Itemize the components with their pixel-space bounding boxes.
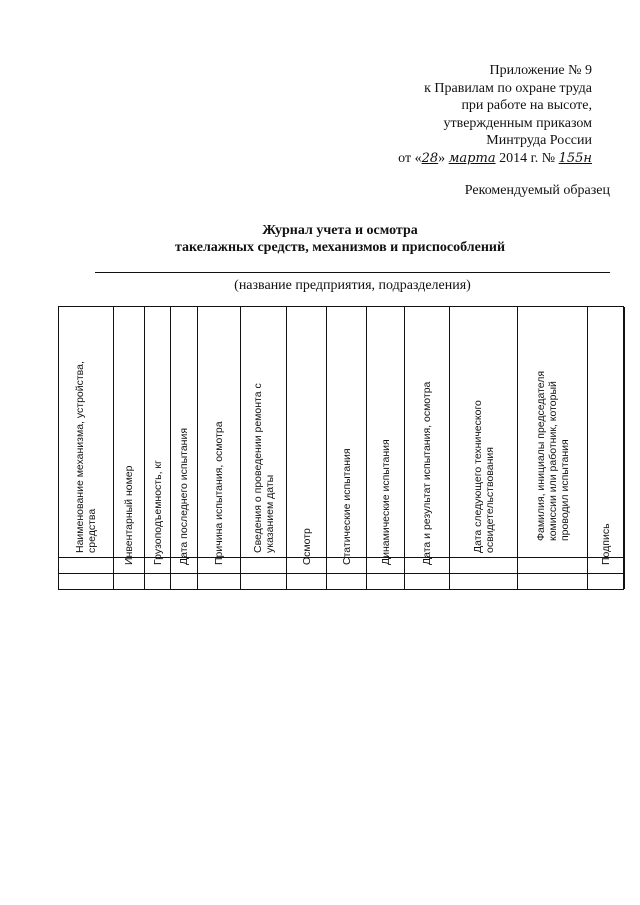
column-capacity: [145, 307, 171, 589]
appendix-block: [360, 62, 592, 167]
date-year: 2014 г. №: [499, 150, 556, 166]
header-cell: Причина испытания, осмотра: [213, 421, 225, 565]
header-cell: Дата последнего испытания: [178, 427, 190, 565]
header-cell: Инвентарный номер: [123, 465, 135, 565]
appendix-line: Приложение № 9: [489, 63, 592, 78]
header-cell: Статические испытания: [340, 448, 353, 565]
order-number: 155н: [558, 150, 592, 166]
column-mechanism-name: [59, 307, 114, 589]
date-day: 28: [421, 150, 439, 166]
date-month: марта: [448, 150, 496, 166]
date-prefix: от «: [398, 150, 422, 166]
recommended-sample: Рекомендуемый образец: [464, 183, 610, 198]
appendix-line: Минтруда России: [486, 133, 592, 148]
column-responsible-person: [518, 307, 588, 589]
header-cell: Сведения о проведении ремонта с указанием даты: [251, 383, 276, 553]
column-next-inspection: [450, 307, 518, 589]
order-date-line: [360, 150, 592, 168]
appendix-line: к Правилам по охране труда: [424, 80, 592, 96]
column-dynamic-tests: [367, 307, 405, 589]
enterprise-caption: (название предприятия, подразделения): [234, 278, 471, 293]
column-inspection: [287, 307, 327, 589]
header-cell: Подпись: [600, 523, 612, 565]
header-cell: Дата и результат испытания, осмотра: [421, 381, 433, 565]
header-cell: Фамилия, инициалы председателя комиссии или работник, который проводил испытания: [534, 370, 571, 541]
column-signature: [588, 307, 625, 589]
header-cell: Осмотр: [300, 528, 313, 565]
appendix-line: при работе на высоте,: [461, 98, 592, 113]
date-mid: »: [438, 150, 446, 166]
header-cell: Грузоподъемность, кг: [151, 460, 164, 565]
header-cell: Дата следующего технического освидетельствования: [471, 400, 496, 553]
column-test-reason: [198, 307, 241, 589]
column-static-tests: [327, 307, 367, 589]
column-last-test-date: [171, 307, 198, 589]
header-cell: Наименование механизма, устройства, средства: [74, 361, 98, 553]
column-inventory-number: [114, 307, 145, 589]
enterprise-name-line: [95, 272, 610, 273]
table-row-separator: [59, 573, 623, 574]
title-line-2: такелажных средств, механизмов и приспособлений: [174, 240, 506, 255]
journal-table: [58, 306, 624, 590]
table-row-separator: [59, 557, 623, 558]
page-title: [80, 222, 600, 256]
title-line-1: Журнал учета и осмотра: [262, 223, 418, 238]
column-repair-info: [241, 307, 287, 589]
header-cell: Динамические испытания: [379, 439, 392, 565]
appendix-line: утвержденным приказом: [443, 115, 592, 131]
column-test-result: [405, 307, 450, 589]
